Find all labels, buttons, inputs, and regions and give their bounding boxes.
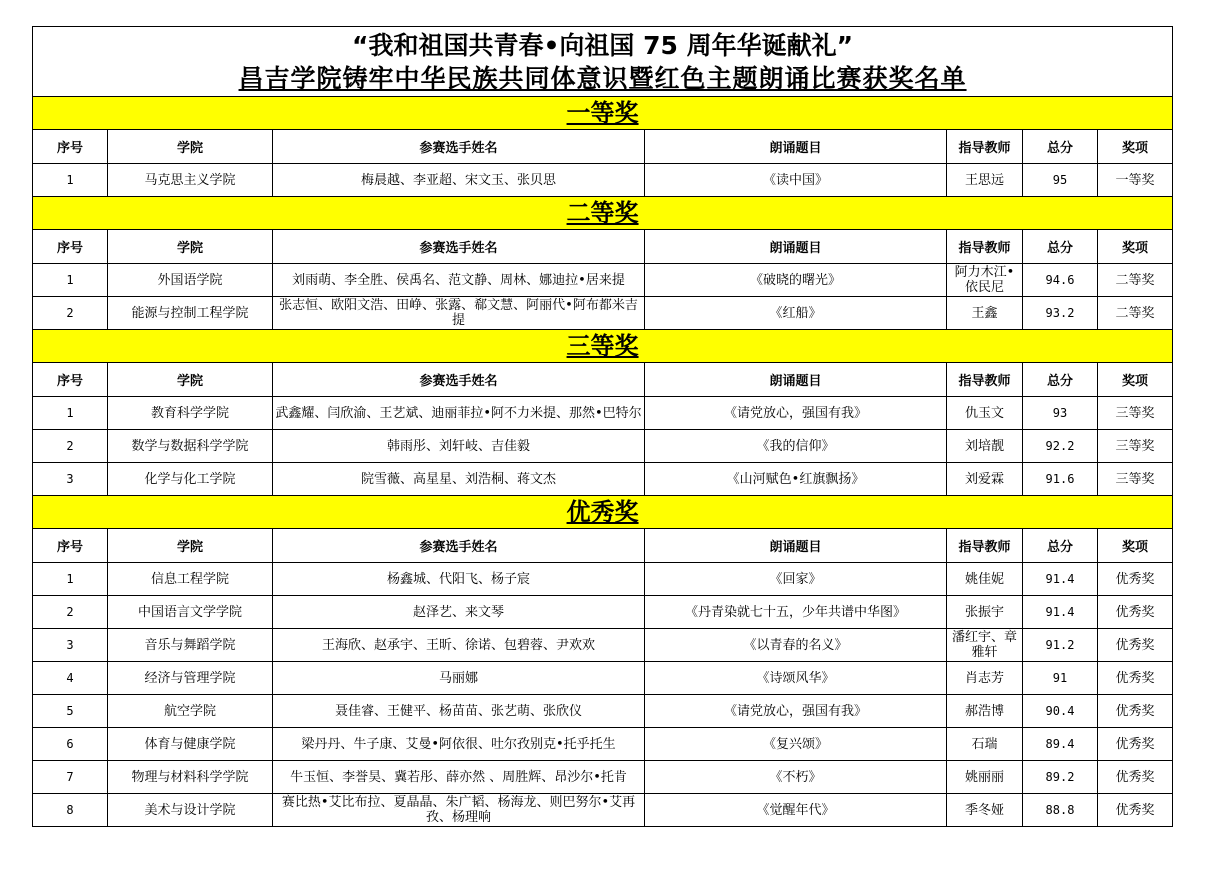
cell-piece: 《诗颂风华》 [645, 662, 947, 695]
table-row [33, 463, 1173, 496]
header-score: 总分 [1023, 529, 1098, 563]
cell-award: 优秀奖 [1098, 662, 1173, 695]
cell-score: 91 [1023, 662, 1098, 695]
header-piece: 朗诵题目 [645, 363, 947, 397]
cell-score: 93.2 [1023, 297, 1098, 330]
cell-award: 二等奖 [1098, 264, 1173, 297]
cell-teacher: 姚丽丽 [947, 761, 1023, 794]
title-row [33, 27, 1173, 97]
cell-award: 优秀奖 [1098, 794, 1173, 827]
cell-names: 梁丹丹、牛子康、艾曼•阿依很、吐尔孜别克•托乎托生 [273, 728, 645, 761]
header-award: 奖项 [1098, 529, 1173, 563]
cell-award: 优秀奖 [1098, 761, 1173, 794]
table-row [33, 662, 1173, 695]
cell-teacher: 石瑞 [947, 728, 1023, 761]
header-college: 学院 [108, 363, 273, 397]
cell-piece: 《以青春的名义》 [645, 629, 947, 662]
cell-teacher: 潘红宇、章雅轩 [947, 629, 1023, 662]
table-row [33, 596, 1173, 629]
cell-names: 聂佳睿、王健平、杨苗苗、张艺萌、张欣仪 [273, 695, 645, 728]
cell-names: 杨鑫城、代阳飞、杨子宸 [273, 563, 645, 596]
cell-no: 3 [33, 463, 108, 496]
table-row [33, 164, 1173, 197]
cell-college: 物理与材料科学学院 [108, 761, 273, 794]
title-line-2: 昌吉学院铸牢中华民族共同体意识暨红色主题朗诵比赛获奖名单 [238, 63, 967, 93]
cell-piece: 《请党放心，强国有我》 [645, 397, 947, 430]
cell-piece: 《不朽》 [645, 761, 947, 794]
section-banner [33, 330, 1173, 363]
cell-score: 94.6 [1023, 264, 1098, 297]
cell-college: 航空学院 [108, 695, 273, 728]
cell-teacher: 刘爱霖 [947, 463, 1023, 496]
cell-score: 89.2 [1023, 761, 1098, 794]
cell-piece: 《我的信仰》 [645, 430, 947, 463]
header-award: 奖项 [1098, 130, 1173, 164]
table-row [33, 297, 1173, 330]
cell-award: 优秀奖 [1098, 563, 1173, 596]
header-award: 奖项 [1098, 230, 1173, 264]
cell-piece: 《请党放心，强国有我》 [645, 695, 947, 728]
cell-award: 优秀奖 [1098, 596, 1173, 629]
cell-names: 赛比热•艾比布拉、夏晶晶、朱广韬、杨海龙、则巴努尔•艾再孜、杨理响 [273, 794, 645, 827]
section-title: 优秀奖 [566, 498, 639, 526]
cell-no: 2 [33, 297, 108, 330]
cell-piece: 《回家》 [645, 563, 947, 596]
cell-teacher: 姚佳妮 [947, 563, 1023, 596]
cell-names: 马丽娜 [273, 662, 645, 695]
cell-teacher: 阿力木江•依民尼 [947, 264, 1023, 297]
cell-teacher: 肖志芳 [947, 662, 1023, 695]
section-row [33, 330, 1173, 363]
header-award: 奖项 [1098, 363, 1173, 397]
cell-college: 美术与设计学院 [108, 794, 273, 827]
cell-score: 88.8 [1023, 794, 1098, 827]
cell-award: 三等奖 [1098, 463, 1173, 496]
header-piece: 朗诵题目 [645, 130, 947, 164]
cell-college: 信息工程学院 [108, 563, 273, 596]
cell-names: 武鑫耀、闫欣渝、王艺斌、迪丽菲拉•阿不力米提、那然•巴特尔 [273, 397, 645, 430]
cell-score: 90.4 [1023, 695, 1098, 728]
cell-college: 数学与数据科学学院 [108, 430, 273, 463]
header-names: 参赛选手姓名 [273, 230, 645, 264]
cell-no: 5 [33, 695, 108, 728]
section-row [33, 97, 1173, 130]
table-row [33, 264, 1173, 297]
header-score: 总分 [1023, 363, 1098, 397]
header-no: 序号 [33, 230, 108, 264]
cell-score: 89.4 [1023, 728, 1098, 761]
table-row [33, 695, 1173, 728]
header-college: 学院 [108, 529, 273, 563]
section-banner [33, 496, 1173, 529]
header-piece: 朗诵题目 [645, 230, 947, 264]
cell-teacher: 王鑫 [947, 297, 1023, 330]
cell-score: 92.2 [1023, 430, 1098, 463]
cell-award: 优秀奖 [1098, 695, 1173, 728]
cell-teacher: 仇玉文 [947, 397, 1023, 430]
cell-piece: 《复兴颂》 [645, 728, 947, 761]
cell-names: 赵泽艺、来文琴 [273, 596, 645, 629]
header-teacher: 指导教师 [947, 529, 1023, 563]
cell-teacher: 张振宇 [947, 596, 1023, 629]
header-no: 序号 [33, 130, 108, 164]
header-score: 总分 [1023, 230, 1098, 264]
section-title: 二等奖 [566, 199, 639, 227]
cell-award: 三等奖 [1098, 430, 1173, 463]
cell-college: 能源与控制工程学院 [108, 297, 273, 330]
section-title: 一等奖 [566, 99, 639, 127]
cell-no: 8 [33, 794, 108, 827]
header-names: 参赛选手姓名 [273, 130, 645, 164]
cell-score: 95 [1023, 164, 1098, 197]
cell-no: 7 [33, 761, 108, 794]
cell-no: 1 [33, 397, 108, 430]
header-no: 序号 [33, 363, 108, 397]
cell-college: 马克思主义学院 [108, 164, 273, 197]
cell-teacher: 王思远 [947, 164, 1023, 197]
cell-piece: 《觉醒年代》 [645, 794, 947, 827]
cell-teacher: 刘培靓 [947, 430, 1023, 463]
cell-names: 韩雨彤、刘轩岐、吉佳毅 [273, 430, 645, 463]
section-row [33, 496, 1173, 529]
cell-college: 化学与化工学院 [108, 463, 273, 496]
cell-award: 优秀奖 [1098, 728, 1173, 761]
cell-award: 优秀奖 [1098, 629, 1173, 662]
cell-no: 1 [33, 264, 108, 297]
cell-names: 王海欣、赵承宇、王昕、徐诺、包碧蓉、尹欢欢 [273, 629, 645, 662]
award-list-table [32, 26, 1173, 827]
cell-piece: 《读中国》 [645, 164, 947, 197]
cell-score: 93 [1023, 397, 1098, 430]
cell-names: 刘雨萌、李全胜、侯禹名、范文静、周林、娜迪拉•居来提 [273, 264, 645, 297]
cell-award: 三等奖 [1098, 397, 1173, 430]
cell-names: 张志恒、欧阳文浩、田峥、张露、郗文慧、阿丽代•阿布都米吉提 [273, 297, 645, 330]
cell-teacher: 季冬娅 [947, 794, 1023, 827]
header-piece: 朗诵题目 [645, 529, 947, 563]
cell-no: 1 [33, 164, 108, 197]
cell-no: 2 [33, 596, 108, 629]
header-row [33, 529, 1173, 563]
table-row [33, 430, 1173, 463]
table-row [33, 397, 1173, 430]
header-names: 参赛选手姓名 [273, 529, 645, 563]
cell-piece: 《破晓的曙光》 [645, 264, 947, 297]
cell-no: 3 [33, 629, 108, 662]
header-teacher: 指导教师 [947, 230, 1023, 264]
cell-piece: 《山河赋色•红旗飘扬》 [645, 463, 947, 496]
header-teacher: 指导教师 [947, 363, 1023, 397]
cell-college: 经济与管理学院 [108, 662, 273, 695]
section-banner [33, 97, 1173, 130]
cell-college: 中国语言文学学院 [108, 596, 273, 629]
document-title [33, 27, 1173, 97]
header-score: 总分 [1023, 130, 1098, 164]
cell-college: 音乐与舞蹈学院 [108, 629, 273, 662]
table-row [33, 629, 1173, 662]
cell-college: 外国语学院 [108, 264, 273, 297]
table-row [33, 761, 1173, 794]
cell-score: 91.4 [1023, 563, 1098, 596]
cell-score: 91.6 [1023, 463, 1098, 496]
header-row [33, 130, 1173, 164]
header-teacher: 指导教师 [947, 130, 1023, 164]
table-row [33, 728, 1173, 761]
header-college: 学院 [108, 230, 273, 264]
cell-score: 91.2 [1023, 629, 1098, 662]
cell-teacher: 郝浩博 [947, 695, 1023, 728]
section-row [33, 197, 1173, 230]
table-row [33, 794, 1173, 827]
header-row [33, 363, 1173, 397]
cell-piece: 《丹青染就七十五，少年共谱中华图》 [645, 596, 947, 629]
table-row [33, 563, 1173, 596]
cell-no: 6 [33, 728, 108, 761]
cell-score: 91.4 [1023, 596, 1098, 629]
cell-award: 一等奖 [1098, 164, 1173, 197]
cell-college: 教育科学学院 [108, 397, 273, 430]
cell-names: 梅晨越、李亚超、宋文玉、张贝思 [273, 164, 645, 197]
cell-no: 4 [33, 662, 108, 695]
cell-no: 2 [33, 430, 108, 463]
header-no: 序号 [33, 529, 108, 563]
cell-college: 体育与健康学院 [108, 728, 273, 761]
section-banner [33, 197, 1173, 230]
cell-piece: 《红船》 [645, 297, 947, 330]
section-title: 三等奖 [566, 332, 639, 360]
header-row [33, 230, 1173, 264]
cell-names: 院雪薇、高星星、刘浩桐、蒋文杰 [273, 463, 645, 496]
header-names: 参赛选手姓名 [273, 363, 645, 397]
title-line-1: “我和祖国共青春•向祖国 75 周年华诞献礼” [352, 30, 854, 60]
cell-names: 牛玉恒、李誉昊、冀若彤、薛亦然 、周胜辉、昂沙尔•托肯 [273, 761, 645, 794]
cell-award: 二等奖 [1098, 297, 1173, 330]
header-college: 学院 [108, 130, 273, 164]
cell-no: 1 [33, 563, 108, 596]
